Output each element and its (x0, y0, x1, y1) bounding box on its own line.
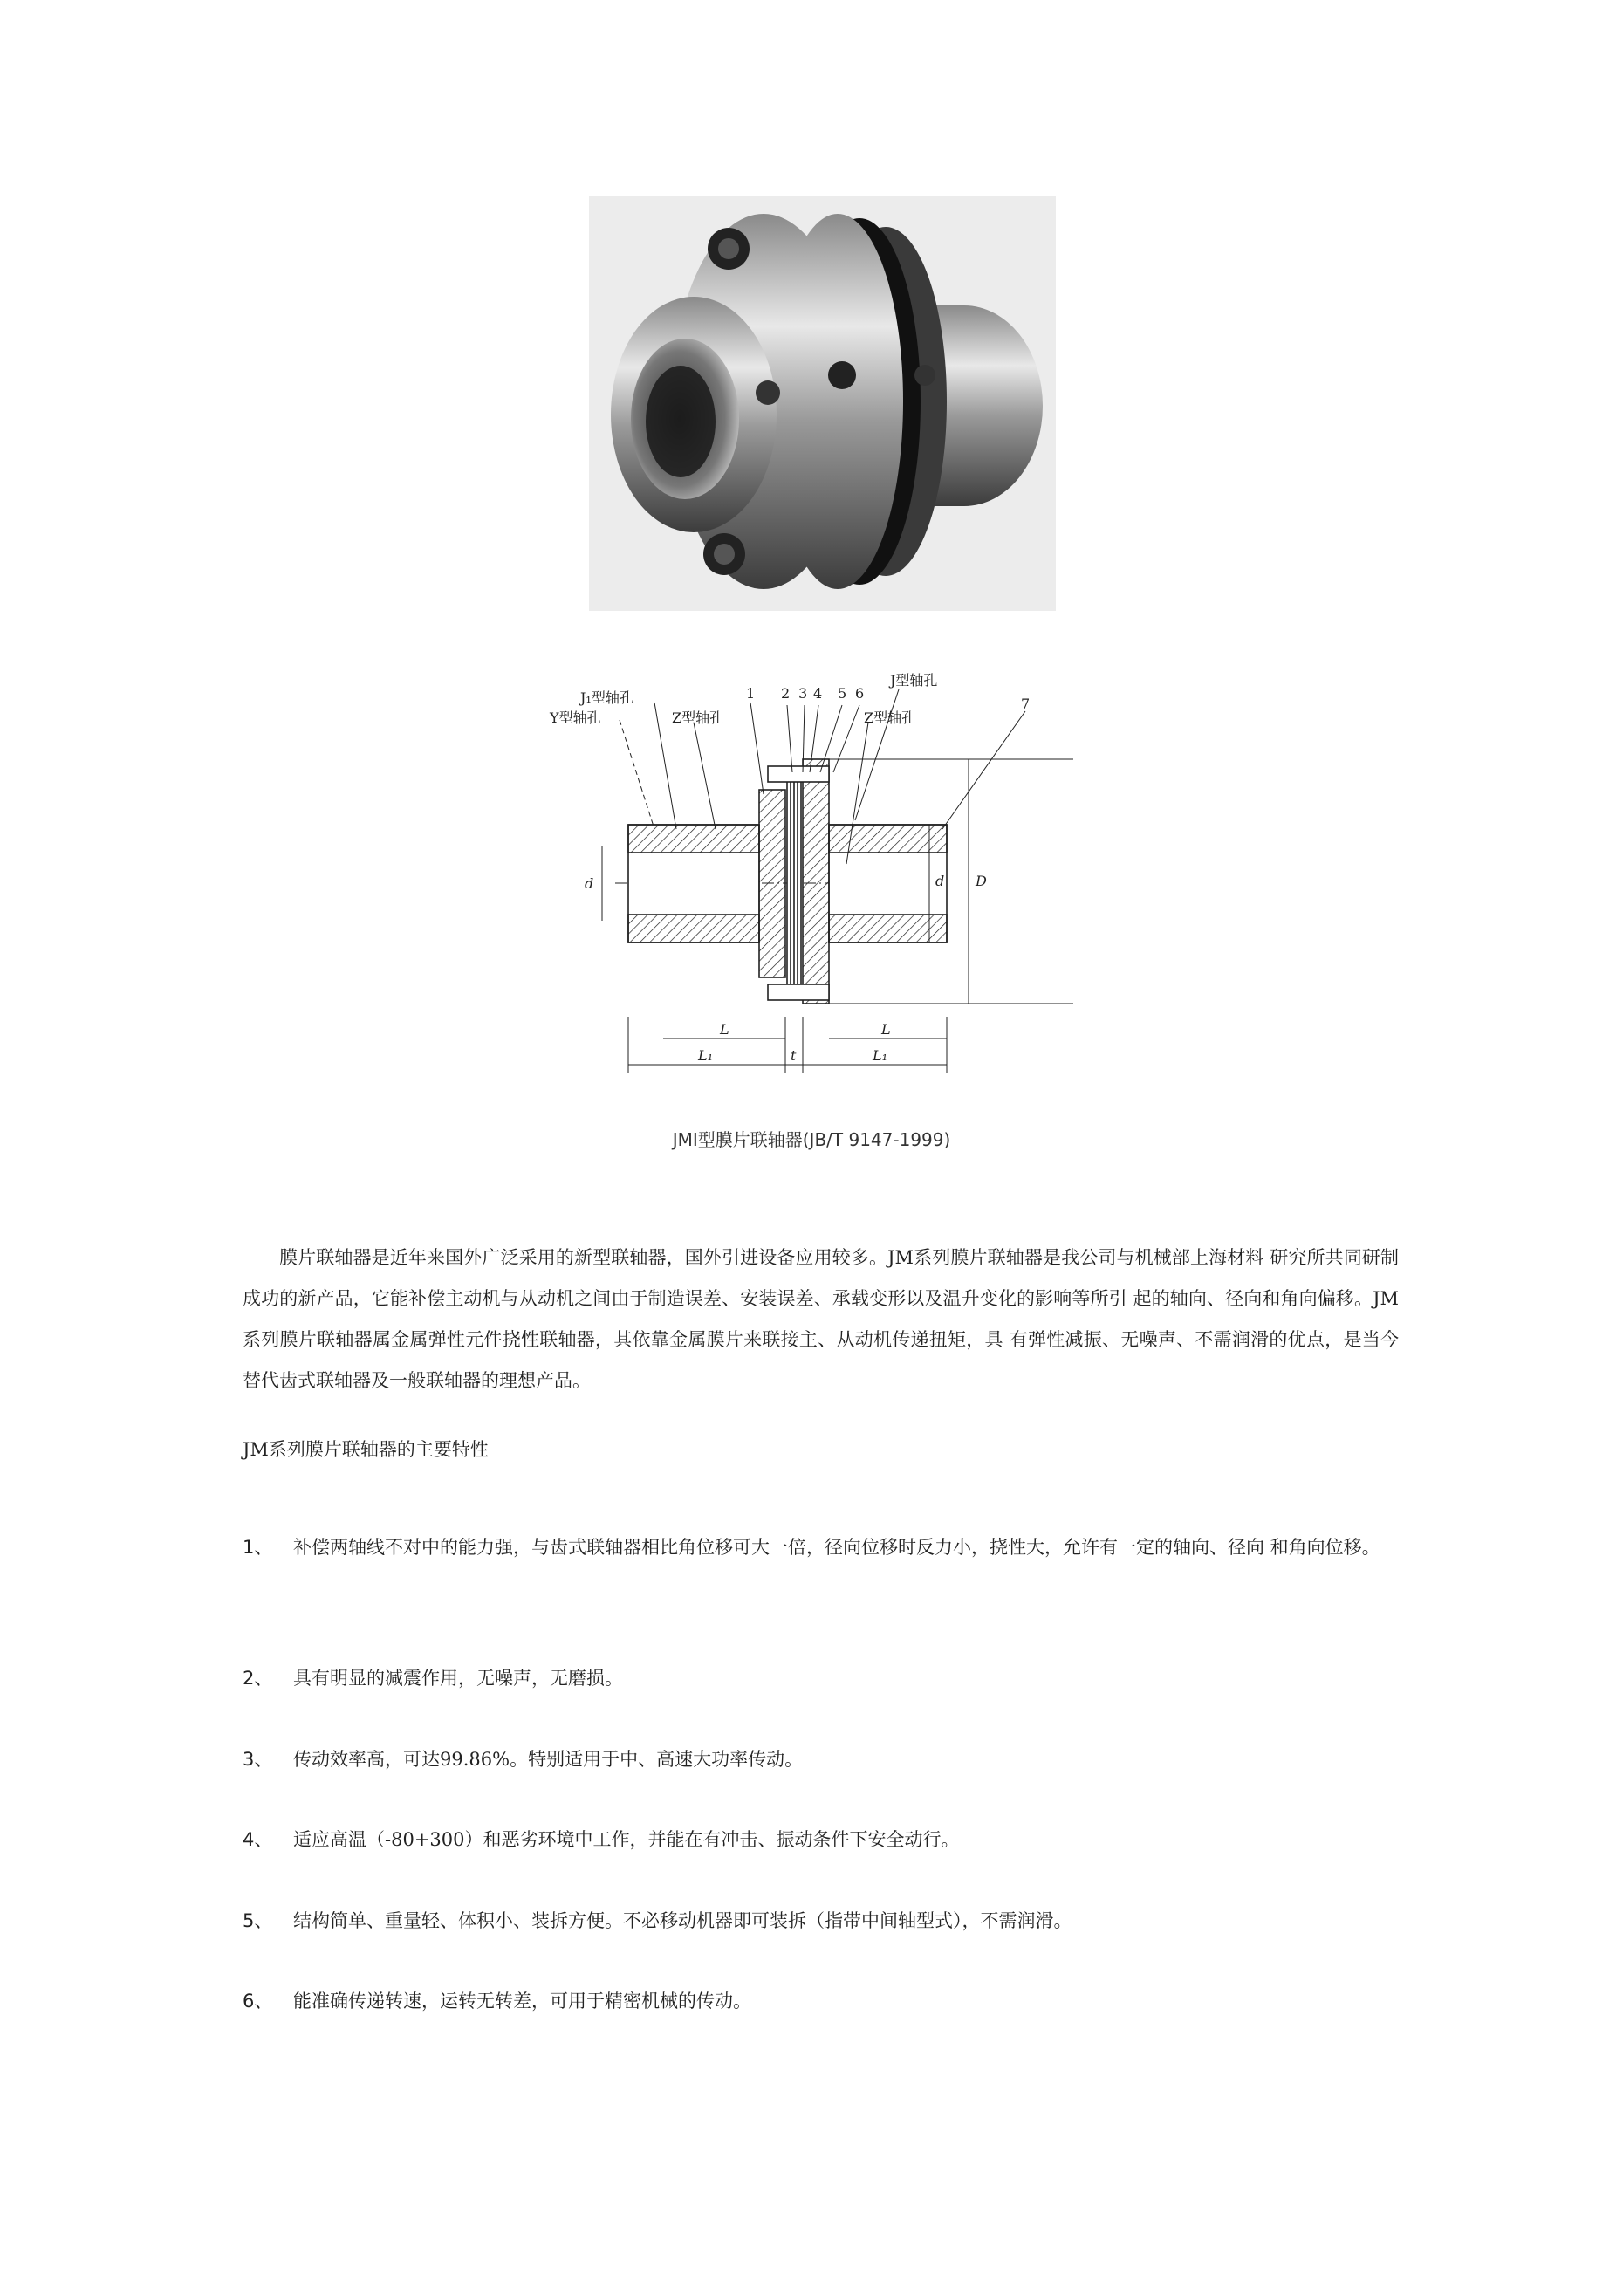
features-heading: JM系列膜片联轴器的主要特性 (243, 1439, 489, 1460)
label-z-bore-left: Z型轴孔 (672, 709, 724, 726)
feature-text: 适应高温（-80+300）和恶劣环境中工作，并能在有冲击、振动条件下安全动行。 (293, 1829, 960, 1850)
label-dim-t: t (791, 1047, 797, 1064)
coupling-technical-drawing (532, 655, 1108, 1100)
label-part-7: 7 (1021, 696, 1031, 712)
label-j-bore-right: J型轴孔 (890, 672, 938, 689)
label-j-bore: J₁型轴孔 (580, 689, 633, 706)
feature-number: 4、 (243, 1829, 273, 1850)
feature-item (243, 1658, 1399, 1699)
feature-text: 结构简单、重量轻、体积小、装拆方便。不必移动机器即可装拆（指带中间轴型式），不需润滑。 (293, 1910, 1072, 1931)
label-dim-l-left: L (720, 1021, 729, 1038)
feature-item (243, 1901, 1399, 1942)
drawing-svg (532, 655, 1108, 1100)
label-part-4: 4 (813, 685, 823, 702)
feature-text: 能准确传递转速，运转无转差，可用于精密机械的传动。 (293, 1991, 751, 2012)
label-dim-l1-left: L₁ (698, 1047, 714, 1064)
label-part-1: 1 (746, 685, 756, 702)
intro-paragraph: 膜片联轴器是近年来国外广泛采用的新型联轴器，国外引进设备应用较多。JM系列膜片联轴器是我公司与机械部上海材料 研究所共同研制成功的新产品，它能补偿主动机与从动机之间由于制造误差、安装误差、承载变形以及温升变化的影响等所引 起的轴向、径向和角向偏移。JM系列膜片联轴器属金属弹性元件挠性联轴器，其依靠金属膜片来联接主、从动机传递扭矩，具 有弹性减振、无噪声、不需润滑的优点，是当今替代齿式联轴器及一般联轴器的理想产品。 (243, 1247, 1399, 1391)
coupling-photo (589, 196, 1056, 611)
label-z-bore-right: Z型轴孔 (864, 709, 916, 726)
feature-text: 传动效率高，可达99.86%。特别适用于中、高速大功率传动。 (293, 1749, 804, 1770)
feature-number: 1、 (243, 1537, 273, 1558)
feature-number: 2、 (243, 1668, 273, 1689)
label-part-2: 2 (781, 685, 791, 702)
label-part-3: 3 (798, 685, 808, 702)
feature-number: 5、 (243, 1910, 273, 1931)
label-dim-d-right: d (935, 873, 945, 889)
feature-text: 补偿两轴线不对中的能力强，与齿式联轴器相比角位移可大一倍，径向位移时反力小，挠性大，允许有一定的轴向、径向 和角向位移。 (293, 1537, 1380, 1558)
label-part-6: 6 (855, 685, 865, 702)
feature-item (243, 1981, 1399, 2022)
label-y-bore: Y型轴孔 (550, 709, 601, 726)
label-dim-l1-right: L₁ (873, 1047, 888, 1064)
feature-number: 6、 (243, 1991, 273, 2012)
label-dim-big-d: D (976, 873, 987, 889)
feature-item (243, 1739, 1399, 1780)
feature-item (243, 1820, 1399, 1861)
feature-number: 3、 (243, 1749, 273, 1770)
coupling-photo-illustration (589, 196, 1056, 611)
feature-item (243, 1527, 1399, 1568)
figure-caption: JMI型膜片联轴器(JB/T 9147-1999) (672, 1129, 951, 1150)
feature-text: 具有明显的减震作用，无噪声，无磨损。 (293, 1668, 623, 1689)
label-part-5: 5 (838, 685, 847, 702)
label-dim-l-right: L (881, 1021, 891, 1038)
label-dim-d-left: d (585, 875, 594, 892)
